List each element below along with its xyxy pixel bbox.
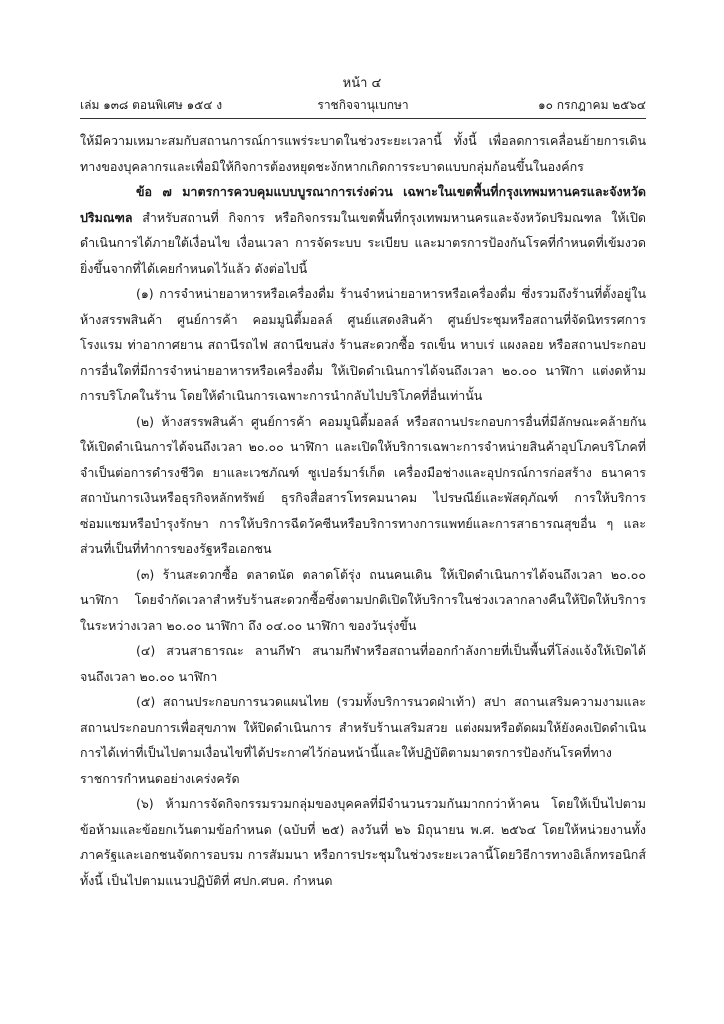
item-1-paragraph: (๑) การจำหน่ายอาหารหรือเครื่องดื่ม ร้านจำหน่ายอาหารหรือเครื่องดื่ม ซึ่งรวมถึงร้านที่ตั้งอยู่ในห้างสรรพสินค้า ศูนย์การค้า คอมมูนิตี้มอลล์ ศูนย์แสดงสินค้า ศูนย์ประชุมหรือสถานที่จัดนิทรรศการ โรงแรม ท่าอากาศยาน สถานีรถไฟ สถานีขนส่ง ร้านสะดวกซื้อ รถเข็น หาบเร่ แผงลอย หรือสถานประกอบการอื่นใดที่มีการจำหน่ายอาหารหรือเครื่องดื่ม ให้เปิดดำเนินการได้จนถึงเวลา ๒๐.๐๐ นาฬิกา แต่งดห้ามการบริโภคในร้าน โดยให้ดำเนินการเฉพาะการนำกลับไปบริโภคที่อื่นเท่านั้น	[80, 286, 646, 403]
volume-issue: เล่ม ๑๓๘ ตอนพิเศษ ๑๕๔ ง	[80, 98, 223, 112]
publication-date: ๑๐ กรกฎาคม ๒๕๖๔	[538, 98, 646, 112]
item-2-paragraph: (๒) ห้างสรรพสินค้า ศูนย์การค้า คอมมูนิตี้มอลล์ หรือสถานประกอบการอื่นที่มีลักษณะคล้ายกัน ให้เปิดดำเนินการได้จนถึงเวลา ๒๐.๐๐ นาฬิกา และเปิดให้บริการเฉพาะการจำหน่ายสินค้าอุปโภคบริโภคที่จำเป็นต่อการดำรงชีวิต ยาและเวชภัณฑ์ ซูเปอร์มาร์เก็ต เครื่องมือช่างและอุปกรณ์การก่อสร้าง ธนาคาร สถาบันการเงินหรือธุรกิจหลักทรัพย์ ธุรกิจสื่อสารโทรคมนาคม ไปรษณีย์และพัสดุภัณฑ์ การให้บริการซ่อมแซมหรือบำรุงรักษา การให้บริการฉีดวัคซีนหรือบริการทางการแพทย์และการสาธารณสุขอื่น ๆ และส่วนที่เป็นที่ทำการของรัฐหรือเอกชน	[80, 413, 646, 556]
item-5-paragraph: (๕) สถานประกอบการนวดแผนไทย (รวมทั้งบริการนวดฝ่าเท้า) สปา สถานเสริมความงามและสถานประกอบการเพื่อสุขภาพ ให้ปิดดำเนินการ สำหรับร้านเสริมสวย แต่งผมหรือตัดผมให้ยังคงเปิดดำเนินการได้เท่าที่เป็นไปตามเงื่อนไขที่ได้ประกาศไว้ก่อนหน้านี้และให้ปฏิบัติตามมาตรการป้องกันโรคที่ทางราชการกำหนดอย่างเคร่งครัด	[80, 694, 646, 786]
page-number: หน้า ๔	[342, 76, 382, 91]
header-rule	[80, 118, 646, 119]
item-4-paragraph: (๔) สวนสาธารณะ ลานกีฬา สนามกีฬาหรือสถานที่ออกกำลังกายที่เป็นพื้นที่โล่งแจ้งให้เปิดได้จนถึงเวลา ๒๐.๐๐ นาฬิกา	[80, 643, 646, 684]
clause-7-paragraph	[80, 179, 646, 281]
intro-paragraph: ให้มีความเหมาะสมกับสถานการณ์การแพร่ระบาดในช่วงระยะเวลานี้ ทั้งนี้ เพื่อลดการเคลื่อนย้ายการเดินทางของบุคลากรและเพื่อมิให้กิจการต้องหยุดชะงักหากเกิดการระบาดแบบกลุ่มก้อนขึ้นในองค์กร	[80, 133, 646, 174]
clause-7-text: สำหรับสถานที่ กิจการ หรือกิจกรรมในเขตพื้นที่กรุงเทพมหานครและจังหวัดปริมณฑล ให้เปิดดำเนินการได้ภายใต้เงื่อนไข เงื่อนเวลา การจัดระบบ ระเบียบ และมาตรการป้องกันโรคที่กำหนดที่เข้มงวดยิ่งขึ้นจากที่ได้เคยกำหนดไว้แล้ว ดังต่อไปนี้	[80, 209, 646, 276]
clause-7-heading: ข้อ ๗ มาตรการควบคุมแบบบูรณาการเร่งด่วน เฉพาะในเขตพื้นที่กรุงเทพมหานครและจังหวัดปริมณฑล	[80, 184, 646, 225]
item-3-paragraph: (๓) ร้านสะดวกซื้อ ตลาดนัด ตลาดโต้รุ่ง ถนนคนเดิน ให้เปิดดำเนินการได้จนถึงเวลา ๒๐.๐๐ นาฬิกา โดยจำกัดเวลาสำหรับร้านสะดวกซื้อซึ่งตามปกติเปิดให้บริการในช่วงเวลากลางคืนให้ปิดให้บริการในระหว่างเวลา ๒๐.๐๐ นาฬิกา ถึง ๐๔.๐๐ นาฬิกา ของวันรุ่งขึ้น	[80, 566, 646, 633]
publication-name: ราชกิจจานุเบกษา	[317, 98, 409, 112]
item-6-paragraph: (๖) ห้ามการจัดกิจกรรมรวมกลุ่มของบุคคลที่มีจำนวนรวมกันมากกว่าห้าคน โดยให้เป็นไปตามข้อห้ามและข้อยกเว้นตามข้อกำหนด (ฉบับที่ ๒๕) ลงวันที่ ๒๖ มิถุนายน พ.ศ. ๒๕๖๔ โดยให้หน่วยงานทั้งภาครัฐและเอกชนจัดการอบรม การสัมมนา หรือการประชุมในช่วงระยะเวลานี้โดยวิธีการทางอิเล็กทรอนิกส์ ทั้งนี้ เป็นไปตามแนวปฏิบัติที่ ศปก.ศบค. กำหนด	[80, 796, 646, 888]
gazette-header	[80, 96, 646, 116]
document-body	[80, 128, 646, 893]
